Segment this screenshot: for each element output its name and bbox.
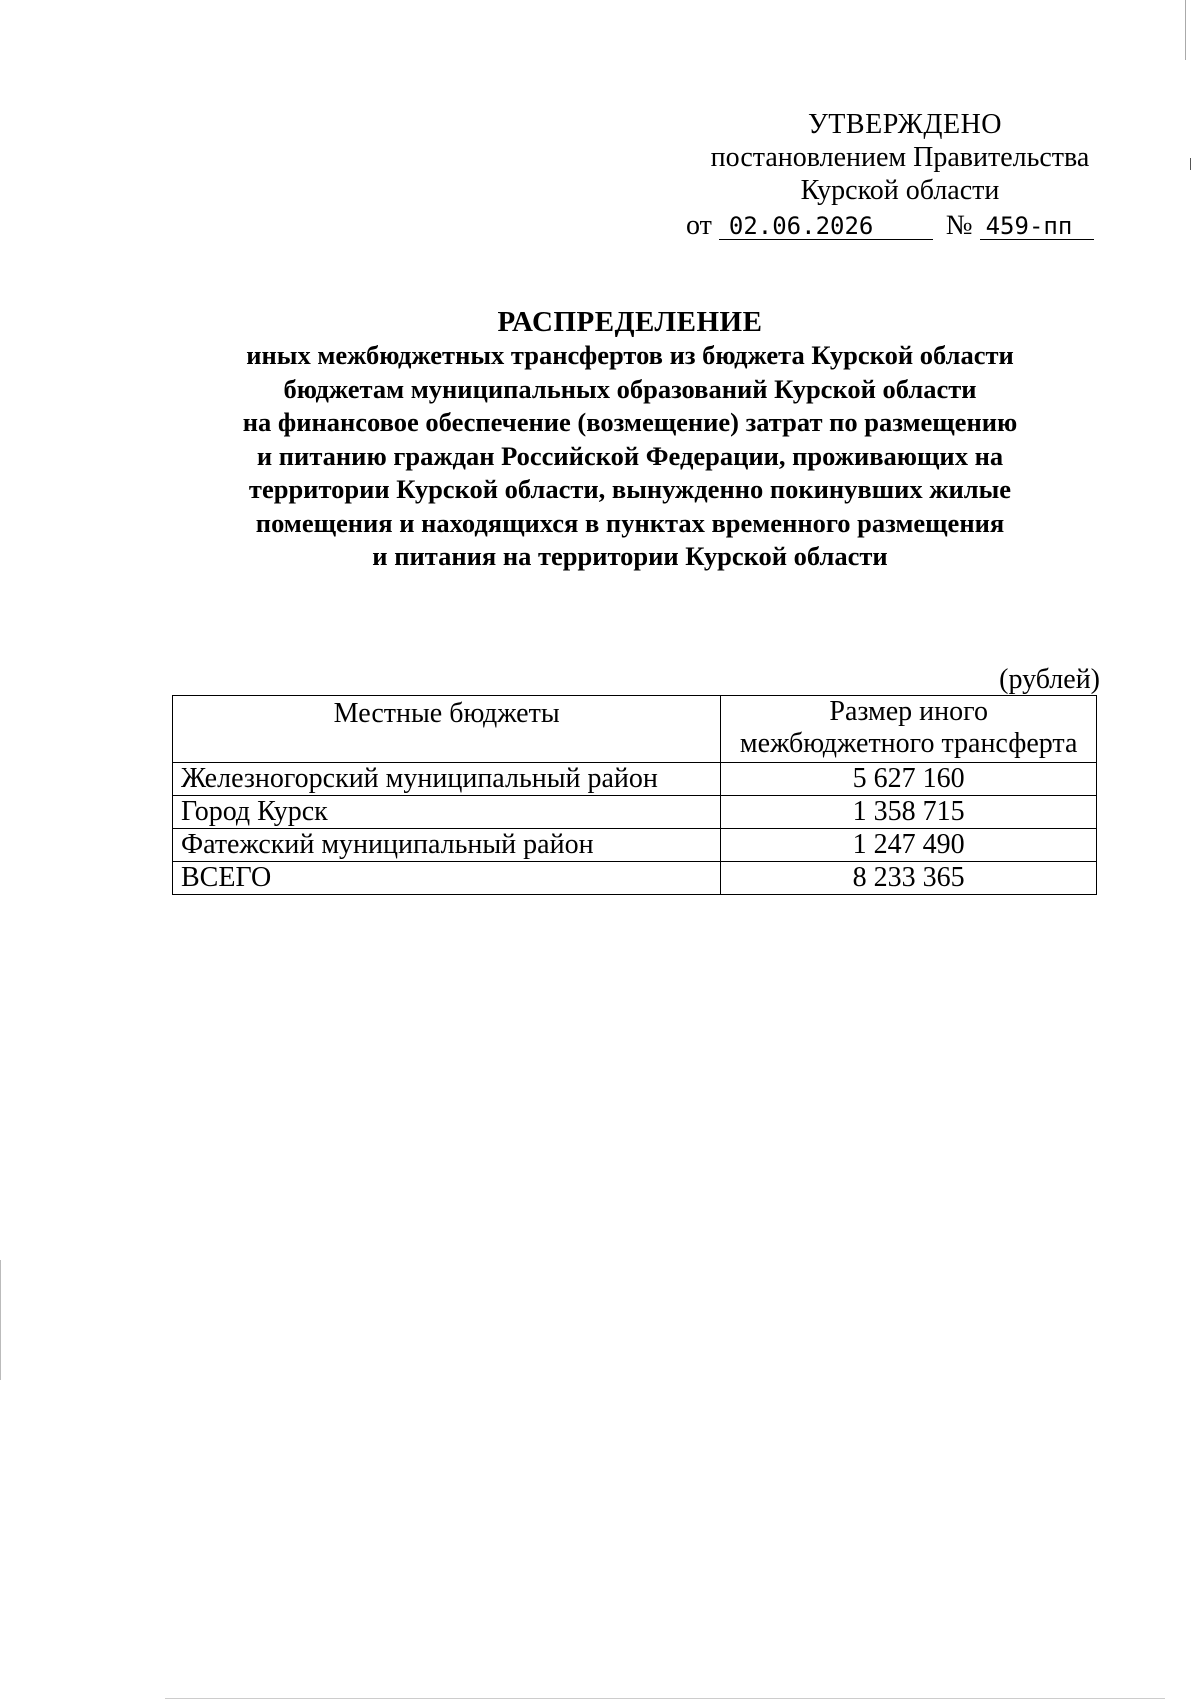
row-value: 1 247 490 xyxy=(721,829,1097,862)
row-name: Фатежский муниципальный район xyxy=(173,829,721,862)
header-transfer-line1: Размер иного xyxy=(829,696,988,727)
units-label: (рублей) xyxy=(999,664,1100,695)
table-header-row xyxy=(173,696,1097,763)
scan-mark xyxy=(0,1260,1,1380)
approval-region: Курской области xyxy=(800,175,1000,206)
date-prefix: от xyxy=(686,210,712,241)
table-row-total xyxy=(173,862,1097,895)
document-title xyxy=(150,305,1110,574)
header-transfer-line2: межбюджетного трансферта xyxy=(739,728,1078,759)
title-subtitle: иных межбюджетных трансфертов из бюджета Курской области бюджетам муниципальных образований Курской области на финансовое обеспечение (возмещение) затрат по размещению и питанию граждан Российской Федерации, проживающих на территории Курской области, вынужденно покинувших жилые помещения и находящихся в пунктах временного размещения и питания на территории Курской области xyxy=(242,340,1018,571)
row-value: 1 358 715 xyxy=(721,796,1097,829)
approval-date-line xyxy=(686,209,1110,242)
row-name: Железногорский муниципальный район xyxy=(173,763,721,796)
row-value: 5 627 160 xyxy=(721,763,1097,796)
row-name: Город Курск xyxy=(173,796,721,829)
row-name-total: ВСЕГО xyxy=(173,862,721,895)
approval-stamp xyxy=(686,108,1110,242)
header-local-budgets: Местные бюджеты xyxy=(173,696,721,763)
table-row xyxy=(173,763,1097,796)
table-row xyxy=(173,796,1097,829)
scan-mark xyxy=(1190,158,1191,170)
scan-mark xyxy=(165,1698,1165,1699)
table-row xyxy=(173,829,1097,862)
header-transfer-amount xyxy=(721,696,1097,763)
row-value-total: 8 233 365 xyxy=(721,862,1097,895)
distribution-table xyxy=(172,695,1097,895)
title-heading: РАСПРЕДЕЛЕНИЕ xyxy=(497,306,763,338)
scan-mark xyxy=(1185,0,1186,60)
approval-date: 02.06.2026 xyxy=(719,213,933,240)
approval-resolution: постановлением Правительства xyxy=(710,142,1090,173)
approval-number: 459-пп xyxy=(980,213,1094,240)
number-label: № xyxy=(945,210,973,241)
approval-approved: УТВЕРЖДЕНО xyxy=(807,109,1003,140)
